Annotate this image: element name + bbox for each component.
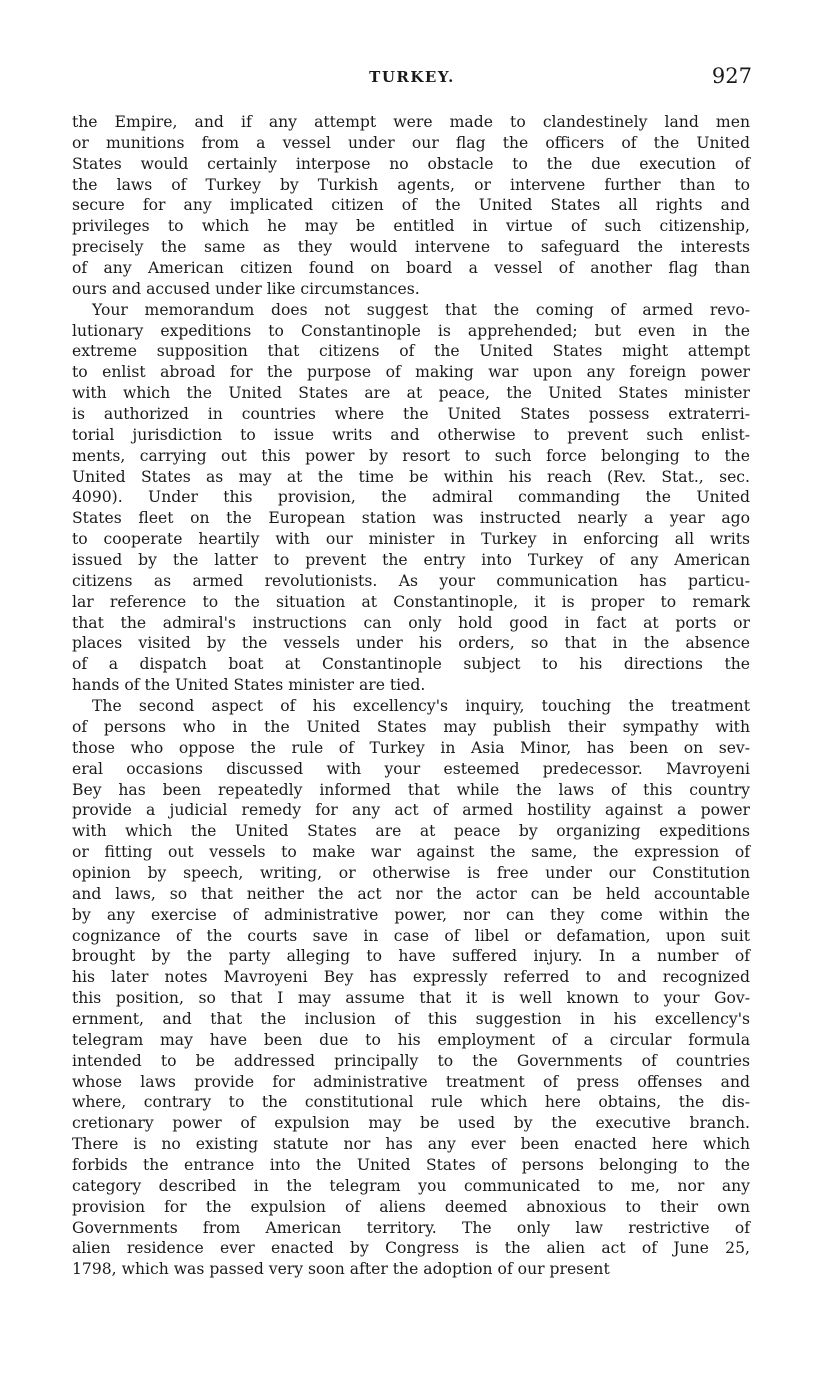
text-line: his later notes Mavroyeni Bey has expressly referred to and recognized [72,968,750,987]
text-line: telegram may have been due to his employment of a circular formula [72,1030,750,1049]
text-line: brought by the party alleging to have suffered injury. In a number of [72,947,750,966]
text-line: by any exercise of administrative power, nor can they come within the [72,905,750,924]
text-line: alien residence ever enacted by Congress is the alien act of June 25, [72,1239,750,1258]
text-line: category described in the telegram you communicated to me, nor any [72,1176,750,1195]
page-number: 927 [711,64,752,88]
text-line: ours and accused under like circumstances. [72,279,420,298]
text-line: is authorized in countries where the United States possess extraterri- [72,405,750,424]
text-line: Your memorandum does not suggest that the coming of armed revo- [92,300,750,319]
running-head [72,64,752,94]
text-line: the laws of Turkey by Turkish agents, or intervene further than to [72,175,750,194]
text-line: United States as may at the time be within his reach (Rev. Stat., sec. [72,467,750,486]
text-line: extreme supposition that citizens of the United States might attempt [72,342,750,361]
text-line: whose laws provide for administrative treatment of press offenses and [72,1072,750,1091]
text-line: eral occasions discussed with your esteemed predecessor. Mavroyeni [72,759,750,778]
text-line: citizens as armed revolutionists. As your communication has particu- [72,571,750,590]
text-line: or fitting out vessels to make war against the same, the expression of [72,843,750,862]
text-line: with which the United States are at peace by organizing expeditions [72,822,750,841]
text-line: of a dispatch boat at Constantinople subject to his directions the [72,655,750,674]
text-line: of any American citizen found on board a vessel of another flag than [72,259,750,278]
text-line: where, contrary to the constitutional rule which here obtains, the dis- [72,1093,750,1112]
text-line: torial jurisdiction to issue writs and otherwise to prevent such enlist- [72,425,750,444]
text-line: Bey has been repeatedly informed that while the laws of this country [72,780,750,799]
body-text [72,112,750,1280]
text-line: cognizance of the courts save in case of libel or defamation, upon suit [72,926,750,945]
text-line: lar reference to the situation at Constantinople, it is proper to remark [72,592,750,611]
text-line: cretionary power of expulsion may be used by the executive branch. [72,1114,750,1133]
text-line: to enlist abroad for the purpose of making war upon any foreign power [72,363,750,382]
text-line: the Empire, and if any attempt were made to clandestinely land men [72,113,750,131]
text-line: ments, carrying out this power by resort to such force belonging to the [72,446,750,465]
text-line: States would certainly interpose no obstacle to the due execution of [72,154,750,173]
text-line: or munitions from a vessel under our flag the officers of the United [72,133,750,152]
text-line: 1798, which was passed very soon after the adoption of our present [72,1260,610,1279]
text-line: secure for any implicated citizen of the United States all rights and [72,196,750,215]
running-title: TURKEY. [369,68,455,86]
text-line: places visited by the vessels under his orders, so that in the absence [72,634,750,653]
text-line: Governments from American territory. The only law restrictive of [72,1218,750,1237]
text-line: intended to be addressed principally to the Governments of countries [72,1051,750,1070]
text-line: those who oppose the rule of Turkey in Asia Minor, has been on sev- [72,738,750,757]
text-line: 4090). Under this provision, the admiral commanding the United [72,488,750,507]
text-line: forbids the entrance into the United States of persons belonging to the [72,1155,750,1174]
paragraph [72,112,750,300]
text-line: precisely the same as they would intervene to safeguard the interests [72,238,750,257]
text-line: to cooperate heartily with our minister in Turkey in enforcing all writs [72,530,750,549]
text-line: lutionary expeditions to Constantinople is apprehended; but even in the [72,321,750,340]
text-line: ernment, and that the inclusion of this suggestion in his excellency's [72,1009,750,1028]
paragraph [72,300,750,696]
text-line: opinion by speech, writing, or otherwise is free under our Constitution [72,863,750,882]
text-line: this position, so that I may assume that it is well known to your Gov- [72,989,750,1008]
paragraph [72,696,750,1280]
text-line: There is no existing statute nor has any ever been enacted here which [72,1135,750,1154]
text-line: hands of the United States minister are tied. [72,676,426,695]
text-line: of persons who in the United States may publish their sympathy with [72,717,750,736]
text-line: with which the United States are at peace, the United States minister [72,384,750,403]
text-line: provision for the expulsion of aliens deemed abnoxious to their own [72,1197,750,1216]
text-line: States fleet on the European station was instructed nearly a year ago [72,509,750,528]
text-line: issued by the latter to prevent the entry into Turkey of any American [72,551,750,570]
text-line: The second aspect of his excellency's inquiry, touching the treatment [92,697,750,716]
text-line: provide a judicial remedy for any act of armed hostility against a power [72,801,750,820]
text-line: privileges to which he may be entitled in virtue of such citizenship, [72,217,750,236]
text-line: and laws, so that neither the act nor the actor can be held accountable [72,884,750,903]
text-line: that the admiral's instructions can only hold good in fact at ports or [72,613,750,632]
